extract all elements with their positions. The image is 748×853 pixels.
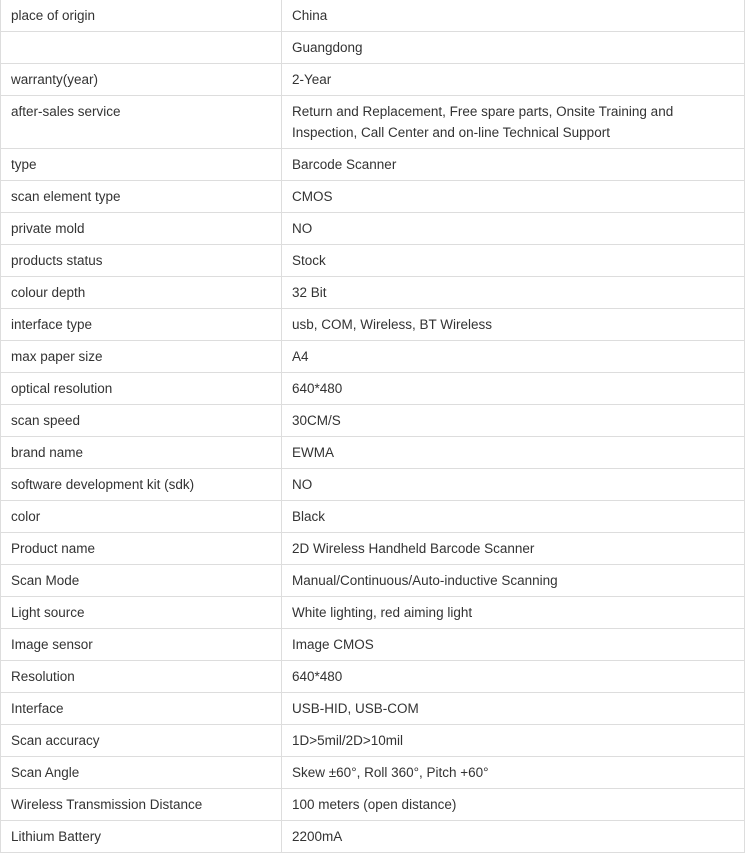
spec-label: Resolution (1, 661, 282, 693)
spec-label: brand name (1, 437, 282, 469)
table-row (1, 213, 745, 245)
spec-value: China (282, 0, 745, 32)
table-row (1, 501, 745, 533)
spec-label (1, 32, 282, 64)
spec-value: 30CM/S (282, 405, 745, 437)
spec-value: Return and Replacement, Free spare parts, Onsite Training and Inspection, Call Center and on-line Technical Support (282, 96, 745, 149)
spec-label: interface type (1, 309, 282, 341)
spec-value: 2-Year (282, 64, 745, 96)
table-row (1, 181, 745, 213)
spec-value: 640*480 (282, 373, 745, 405)
spec-label: scan element type (1, 181, 282, 213)
spec-label: max paper size (1, 341, 282, 373)
spec-label: scan speed (1, 405, 282, 437)
spec-value: Black (282, 501, 745, 533)
spec-value: Barcode Scanner (282, 149, 745, 181)
spec-value: A4 (282, 341, 745, 373)
table-row (1, 277, 745, 309)
spec-label: after-sales service (1, 96, 282, 149)
table-row (1, 725, 745, 757)
spec-label: products status (1, 245, 282, 277)
table-row (1, 757, 745, 789)
table-row (1, 341, 745, 373)
table-row (1, 32, 745, 64)
spec-label: private mold (1, 213, 282, 245)
spec-value: 32 Bit (282, 277, 745, 309)
table-row (1, 405, 745, 437)
spec-label: type (1, 149, 282, 181)
table-row (1, 821, 745, 853)
spec-value: White lighting, red aiming light (282, 597, 745, 629)
spec-value: 2200mA (282, 821, 745, 853)
spec-value: 2D Wireless Handheld Barcode Scanner (282, 533, 745, 565)
table-row (1, 245, 745, 277)
spec-value: Guangdong (282, 32, 745, 64)
spec-label: Interface (1, 693, 282, 725)
spec-value: NO (282, 469, 745, 501)
spec-label: place of origin (1, 0, 282, 32)
spec-value: Manual/Continuous/Auto-inductive Scanning (282, 565, 745, 597)
spec-value: Image CMOS (282, 629, 745, 661)
spec-label: Wireless Transmission Distance (1, 789, 282, 821)
spec-label: warranty(year) (1, 64, 282, 96)
spec-label: Scan Angle (1, 757, 282, 789)
spec-value: Stock (282, 245, 745, 277)
spec-label: Product name (1, 533, 282, 565)
spec-label: Lithium Battery (1, 821, 282, 853)
spec-label: Scan accuracy (1, 725, 282, 757)
spec-value: 100 meters (open distance) (282, 789, 745, 821)
table-row (1, 149, 745, 181)
table-row (1, 64, 745, 96)
spec-value: 640*480 (282, 661, 745, 693)
spec-value: USB-HID, USB-COM (282, 693, 745, 725)
spec-label: colour depth (1, 277, 282, 309)
spec-label: software development kit (sdk) (1, 469, 282, 501)
table-row (1, 693, 745, 725)
table-row (1, 629, 745, 661)
spec-value: usb, COM, Wireless, BT Wireless (282, 309, 745, 341)
table-row (1, 533, 745, 565)
spec-value: EWMA (282, 437, 745, 469)
spec-label: optical resolution (1, 373, 282, 405)
spec-value: 1D>5mil/2D>10mil (282, 725, 745, 757)
spec-label: Light source (1, 597, 282, 629)
spec-value: NO (282, 213, 745, 245)
table-row (1, 373, 745, 405)
spec-label: Scan Mode (1, 565, 282, 597)
spec-label: Image sensor (1, 629, 282, 661)
table-row (1, 469, 745, 501)
table-row (1, 437, 745, 469)
table-row (1, 789, 745, 821)
spec-label: color (1, 501, 282, 533)
spec-value: Skew ±60°, Roll 360°, Pitch +60° (282, 757, 745, 789)
table-row (1, 96, 745, 149)
table-row (1, 309, 745, 341)
spec-value: CMOS (282, 181, 745, 213)
table-row (1, 661, 745, 693)
table-row (1, 597, 745, 629)
table-row (1, 0, 745, 32)
table-row (1, 565, 745, 597)
spec-table-body (1, 0, 745, 853)
